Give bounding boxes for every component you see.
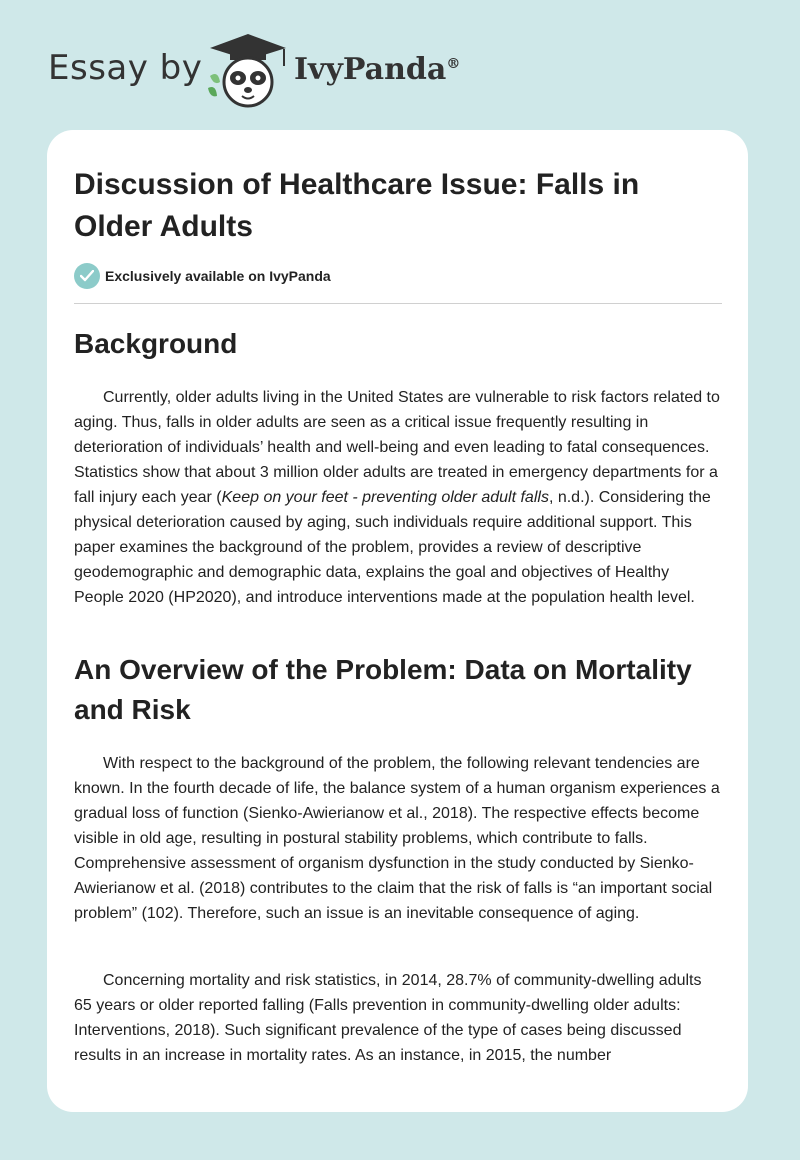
exclusive-badge: [74, 263, 474, 289]
panda-logo-icon: [200, 30, 296, 110]
badge-text: Exclusively available on IvyPanda: [105, 268, 331, 284]
divider: [74, 303, 722, 304]
paragraph-background: Currently, older adults living in the United States are vulnerable to risk factors related to aging. Thus, falls in older adults are seen as a critical issue frequently resulting in deterioration of individuals’ health and well-being and even leading to fatal consequences. Statistics show that about 3 million older adults are treated in emergency departments for a fall injury each year (Keep on your feet - preventing older adult falls, n.d.). Considering the physical deterioration caused by aging, such individuals require additional support. This paper examines the background of the problem, provides a review of descriptive geodemographic and demographic data, explains the goal and objectives of Healthy People 2020 (HP2020), and introduce interventions made at the population health level.: [74, 389, 720, 606]
paragraph-overview-2: Concerning mortality and risk statistics, in 2014, 28.7% of community-dwelling adults 65 years or older reported falling (Falls prevention in community-dwelling older adults: Interventions, 2018). Such significant prevalence of the type of cases being discussed results in an increase in mortality rates. As an instance, in 2015, the number: [74, 972, 702, 1064]
essay-card: [47, 130, 748, 1112]
brand-prefix: Essay by: [48, 48, 203, 88]
site-header[interactable]: [48, 30, 508, 110]
check-icon: [74, 263, 100, 289]
section-heading-overview: An Overview of the Problem: Data on Mortality and Risk: [74, 654, 692, 725]
brand-name: IvyPanda®: [294, 52, 461, 87]
page-title: Discussion of Healthcare Issue: Falls in Older Adults: [74, 168, 640, 243]
paragraph-overview-1: With respect to the background of the problem, the following relevant tendencies are known. In the fourth decade of life, the balance system of a human organism experiences a gradual loss of function (Sienko-Awierianow et al., 2018). The respective effects become visible in old age, resulting in postural stability problems, which contribute to falls. Comprehensive assessment of organism dysfunction in the study conducted by Sienko-Awierianow et al. (2018) contributes to the claim that the risk of falls is “an important social problem” (102). Therefore, such an issue is an inevitable consequence of aging.: [74, 755, 720, 922]
section-heading-background: Background: [74, 328, 238, 359]
